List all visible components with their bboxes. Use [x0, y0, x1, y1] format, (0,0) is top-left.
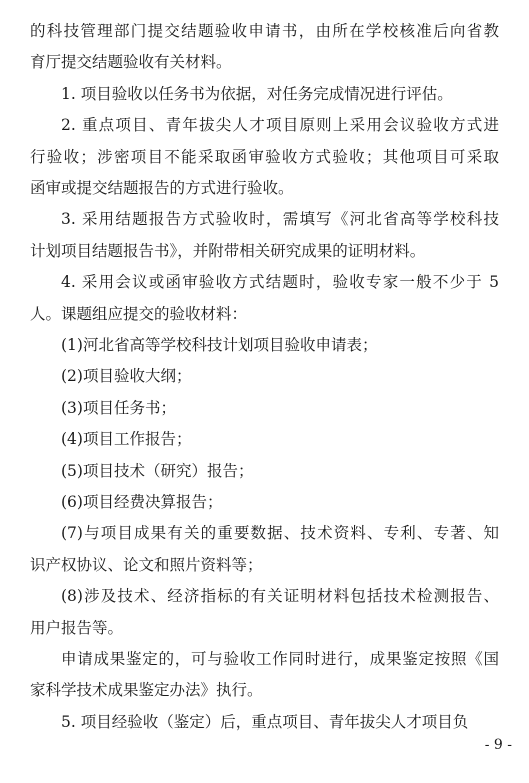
text-line-content: 计划项目结题报告书》，并附带相关研究成果的证明材料。	[30, 241, 426, 260]
text-line	[0, 673, 529, 707]
text-line	[0, 265, 529, 299]
text-line	[0, 45, 529, 79]
text-line-content: 育厅提交结题验收有关材料。	[30, 53, 232, 72]
text-line	[0, 422, 529, 456]
text-line-content: (7)与项目成果有关的重要数据、技术资料、专利、专著、知	[61, 524, 499, 543]
text-line	[0, 14, 529, 48]
text-line	[0, 234, 529, 268]
text-line	[0, 454, 529, 488]
text-line-content: 1. 项目验收以任务书为依据，对任务完成情况进行评估。	[61, 84, 453, 103]
text-line-content: 函审或提交结题报告的方式进行验收。	[30, 179, 294, 197]
text-line	[0, 485, 529, 519]
text-line	[0, 108, 529, 142]
text-line	[0, 548, 529, 582]
text-line	[0, 516, 529, 550]
page-number: - 9 -	[484, 737, 512, 753]
text-line-content: 3. 采用结题报告方式验收时，需填写《河北省高等学校科技	[61, 210, 499, 229]
text-line-content: (6)项目经费决算报告；	[61, 493, 223, 511]
text-line	[0, 328, 529, 362]
text-line-content: 用户报告等。	[30, 618, 124, 637]
text-line-content: 5. 项目经验收（鉴定）后，重点项目、青年拔尖人才项目负	[61, 712, 469, 731]
text-line-content: 家科学技术成果鉴定办法》执行。	[30, 681, 263, 700]
text-line-content: 2. 重点项目、青年拔尖人才项目原则上采用会议验收方式进	[61, 116, 499, 135]
text-line-content: 的科技管理部门提交结题验收申请书，由所在学校核准后向省教	[30, 22, 499, 40]
text-line-content: 识产权协议、论文和照片资料等；	[30, 555, 263, 574]
text-line-content: (3)项目任务书；	[61, 398, 176, 417]
text-line	[0, 202, 529, 236]
text-line	[0, 642, 529, 676]
text-line-content: (4)项目工作报告；	[61, 430, 192, 449]
text-line	[0, 140, 529, 174]
text-line-content: 人。课题组应提交的验收材料：	[30, 304, 248, 323]
text-line	[0, 297, 529, 331]
text-line-content: (2)项目验收大纲；	[61, 367, 192, 386]
text-line	[0, 611, 529, 645]
text-line-content: (1)河北省高等学校科技计划项目验收申请表；	[61, 336, 378, 354]
text-line-content: (8)涉及技术、经济指标的有关证明材料包括技术检测报告、	[61, 587, 499, 606]
text-line-content: (5)项目技术（研究）报告；	[61, 461, 254, 480]
text-line	[0, 579, 529, 613]
text-line-content: 行验收；涉密项目不能采取函审验收方式验收；其他项目可采取	[30, 147, 499, 166]
text-line-content: 4. 采用会议或函审验收方式结题时，验收专家一般不少于 5	[61, 273, 499, 292]
text-line	[0, 171, 529, 205]
text-line	[0, 359, 529, 393]
text-line	[0, 391, 529, 425]
text-line-content: 申请成果鉴定的，可与验收工作同时进行，成果鉴定按照《国	[61, 650, 499, 668]
text-line	[0, 77, 529, 111]
